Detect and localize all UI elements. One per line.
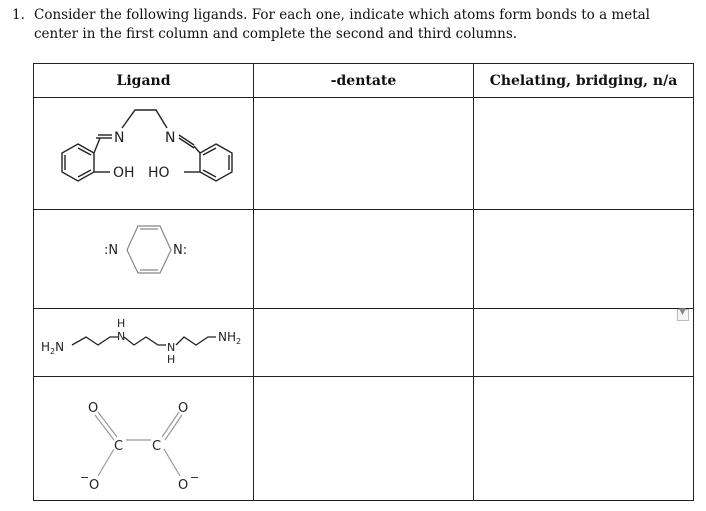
atom-n-left: :N	[104, 243, 119, 258]
dentate-cell[interactable]	[254, 377, 474, 501]
ligand-cell-oxalate	[34, 377, 254, 501]
header-row	[34, 64, 694, 98]
oxalate-structure	[34, 377, 253, 500]
atom-nh2: $NH_2$	[218, 330, 242, 346]
header-chelating: Chelating, bridging, n/a	[474, 64, 694, 98]
table-row	[34, 377, 694, 501]
ligand-table	[33, 63, 694, 501]
question-text: Consider the following ligands. For each one, indicate which atoms form bonds to a metal center in the first column and complete the second and third columns.	[34, 7, 650, 42]
charge-minus-right: −	[190, 471, 200, 484]
atom-n-right: N	[165, 130, 176, 146]
dropdown-button[interactable]	[677, 309, 689, 321]
ligand-cell-salen	[34, 98, 254, 210]
dentate-cell[interactable]	[254, 210, 474, 309]
chelating-cell[interactable]	[474, 210, 694, 309]
atom-n-left: N	[114, 130, 125, 146]
chelating-cell[interactable]	[474, 309, 694, 377]
atom-o-bottom-left: O	[89, 478, 100, 493]
dentate-cell[interactable]	[254, 309, 474, 377]
atom-o-top-left: O	[88, 401, 99, 416]
atom-h2n: $H_2N$	[41, 340, 65, 356]
atom-n-right: N:	[173, 243, 188, 258]
atom-ho: HO	[148, 165, 170, 181]
header-ligand: Ligand	[34, 64, 254, 98]
chelating-cell[interactable]	[474, 98, 694, 210]
question-number: 1.	[12, 7, 25, 23]
atom-o-top-right: O	[178, 401, 189, 416]
table-row	[34, 309, 694, 377]
triamine-structure	[34, 309, 253, 376]
atom-oh: OH	[113, 165, 135, 181]
atom-nh-bot-n: N	[167, 341, 176, 354]
chelating-cell[interactable]	[474, 377, 694, 501]
atom-nh-top-n: N	[117, 330, 126, 343]
atom-c-right: C	[152, 439, 162, 454]
chevron-down-icon: ▼	[679, 307, 686, 317]
atom-nh-top-h: H	[117, 317, 126, 330]
header-dentate: -dentate	[254, 64, 474, 98]
salen-structure	[34, 98, 253, 209]
ligand-cell-pyrazine	[34, 210, 254, 309]
atom-nh-bot-h: H	[167, 353, 176, 366]
question	[12, 6, 692, 44]
table-row	[34, 210, 694, 309]
dentate-cell[interactable]	[254, 98, 474, 210]
atom-o-bottom-right: O	[178, 478, 189, 493]
charge-minus-left: −	[80, 471, 90, 484]
table-row	[34, 98, 694, 210]
pyrazine-structure	[34, 210, 253, 308]
ligand-cell-triamine	[34, 309, 254, 377]
atom-c-left: C	[114, 439, 124, 454]
